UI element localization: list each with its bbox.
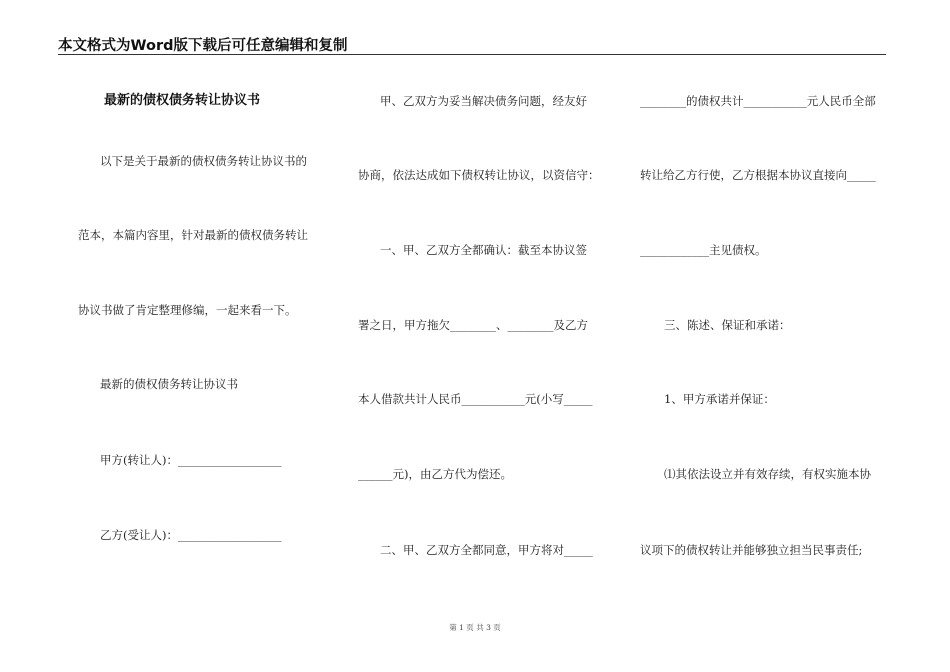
text-line: ____________主见债权。 xyxy=(640,243,767,257)
text-line: ______元)，由乙方代为偿还。 xyxy=(358,467,512,481)
text-line: 1、甲方承诺并保证： xyxy=(664,392,775,406)
text-line: 议项下的债权转让并能够独立担当民事责任; xyxy=(640,543,863,557)
text-line: 一、甲、乙双方全都确认：截至本协议签 xyxy=(380,243,587,257)
text-line: 本人借款共计人民币___________元(小写_____ xyxy=(358,392,593,406)
text-line: 转让给乙方行使，乙方根据本协议直接向_____ xyxy=(640,168,876,182)
section-heading: 三、陈述、保证和承诺： xyxy=(664,318,791,332)
text-line: 以下是关于最新的债权债务转让协议书的 xyxy=(100,154,307,168)
header-text: 本文格式为Word版下载后可任意编辑和复制 xyxy=(58,38,348,54)
text-line: ________的债权共计___________元人民币全部 xyxy=(640,94,876,108)
text-line: 甲、乙双方为妥当解决债务问题，经友好 xyxy=(380,94,587,108)
document-header xyxy=(58,34,886,55)
text-line: 二、甲、乙双方全都同意，甲方将对_____ xyxy=(380,543,593,557)
party-a-line: 甲方(转让人)：__________________ xyxy=(100,453,282,467)
text-line: 协议书做了肯定整理修编，一起来看一下。 xyxy=(78,303,297,317)
text-line: 署之日，甲方拖欠________、________及乙方 xyxy=(358,318,588,332)
text-line: ⑴其依法设立并有效存续，有权实施本协 xyxy=(664,467,871,481)
document-title: 最新的债权债务转让协议书 xyxy=(104,93,261,108)
page-number: 第 1 页 共 3 页 xyxy=(449,623,501,632)
text-line: 范本，本篇内容里，针对最新的债权债务转让 xyxy=(78,228,308,242)
text-line: 协商，依法达成如下债权转让协议，以资信守： xyxy=(358,168,600,182)
party-b-line: 乙方(受让人)：__________________ xyxy=(100,528,282,542)
text-line: 最新的债权债务转让协议书 xyxy=(100,377,238,391)
